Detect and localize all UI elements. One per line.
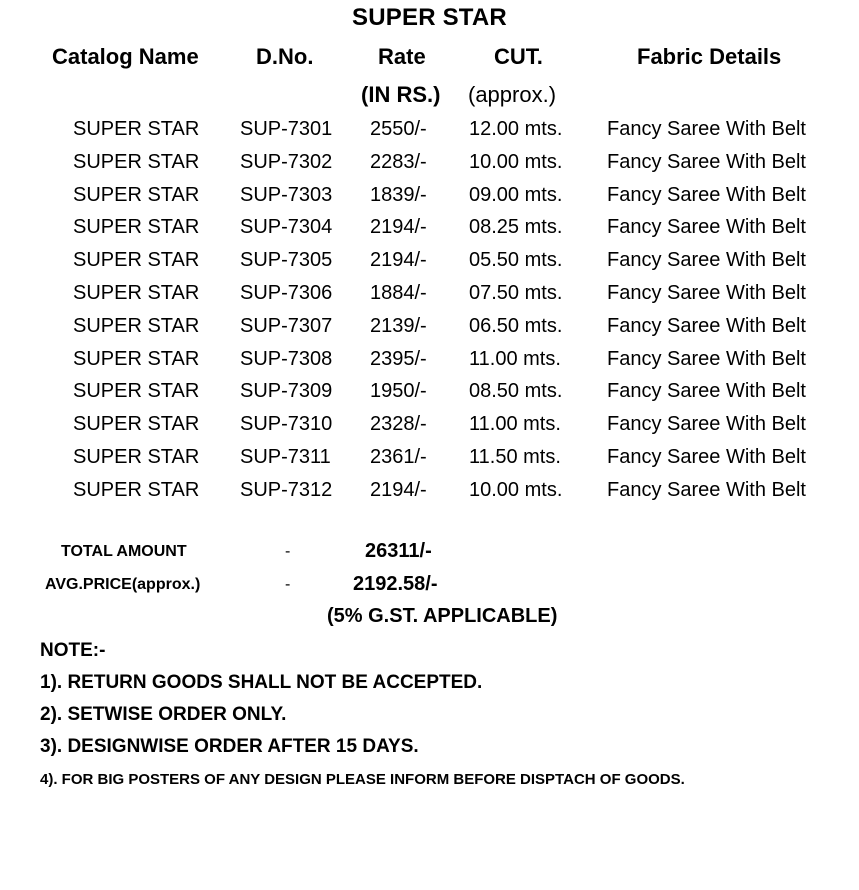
cell-catalog-name: SUPER STAR: [73, 249, 200, 272]
cell-rate: 2283/-: [370, 150, 427, 173]
cell-catalog-name: SUPER STAR: [73, 281, 200, 304]
cell-cut: 09.00 mts.: [469, 183, 563, 206]
cell-design-number: SUP-7309: [240, 380, 333, 403]
cell-catalog-name: SUPER STAR: [73, 413, 200, 436]
cell-fabric-details: Fancy Saree With Belt: [607, 118, 806, 140]
cell-catalog-name: SUPER STAR: [73, 347, 200, 370]
cell-cut: 05.50 mts.: [469, 249, 563, 272]
cell-design-number: SUP-7312: [240, 478, 333, 501]
cell-fabric-details: Fancy Saree With Belt: [607, 347, 806, 370]
table-row: [0, 180, 859, 213]
cell-rate: 1839/-: [370, 183, 427, 206]
cell-cut: 12.00 mts.: [469, 118, 563, 140]
header-fabric-details: Fabric Details: [637, 44, 782, 69]
cell-fabric-details: Fancy Saree With Belt: [607, 281, 806, 304]
cell-fabric-details: Fancy Saree With Belt: [607, 380, 806, 403]
cell-rate: 2550/-: [370, 118, 427, 140]
cell-fabric-details: Fancy Saree With Belt: [607, 445, 806, 468]
cell-cut: 11.00 mts.: [469, 413, 561, 436]
cell-fabric-details: Fancy Saree With Belt: [607, 150, 806, 173]
cell-design-number: SUP-7308: [240, 347, 333, 370]
note-item-1: 1). RETURN GOODS SHALL NOT BE ACCEPTED.: [40, 672, 483, 693]
cell-rate: 2194/-: [370, 249, 427, 272]
note-item-4: 4). FOR BIG POSTERS OF ANY DESIGN PLEASE INFORM BEFORE DISPTACH OF GOODS.: [40, 771, 685, 788]
table-row: [0, 114, 859, 147]
cell-rate: 2194/-: [370, 478, 427, 501]
cell-cut: 07.50 mts.: [469, 281, 563, 304]
table-row: [0, 344, 859, 377]
cell-catalog-name: SUPER STAR: [73, 380, 200, 403]
cell-design-number: SUP-7301: [240, 118, 333, 140]
cell-rate: 1950/-: [370, 380, 427, 403]
total-amount-value: 26311/-: [365, 540, 432, 562]
cell-rate: 2361/-: [370, 445, 427, 468]
cell-cut: 08.25 mts.: [469, 216, 563, 239]
catalog-table: [0, 114, 859, 508]
cell-rate: 2194/-: [370, 216, 427, 239]
cell-fabric-details: Fancy Saree With Belt: [607, 183, 806, 206]
header-cut-note: (approx.): [468, 82, 557, 107]
header-rate: Rate: [378, 44, 426, 69]
table-row: [0, 442, 859, 475]
table-row: [0, 311, 859, 344]
cell-design-number: SUP-7311: [240, 445, 331, 468]
note-item-2: 2). SETWISE ORDER ONLY.: [40, 704, 287, 725]
header-dno: D.No.: [256, 44, 314, 69]
table-row: [0, 475, 859, 508]
note-heading: NOTE:-: [40, 640, 106, 661]
cell-design-number: SUP-7310: [240, 413, 333, 436]
cell-fabric-details: Fancy Saree With Belt: [607, 249, 806, 272]
cell-rate: 1884/-: [370, 281, 427, 304]
total-amount-label: TOTAL AMOUNT: [61, 543, 187, 560]
header-rate-unit: (IN RS.): [361, 82, 441, 107]
cell-cut: 08.50 mts.: [469, 380, 563, 403]
cell-cut: 11.50 mts.: [469, 445, 561, 468]
avg-price-label: AVG.PRICE(approx.): [45, 576, 201, 593]
cell-catalog-name: SUPER STAR: [73, 118, 200, 140]
cell-rate: 2395/-: [370, 347, 427, 370]
table-row: [0, 278, 859, 311]
avg-price-value: 2192.58/-: [353, 573, 438, 595]
cell-cut: 10.00 mts.: [469, 150, 563, 173]
cell-design-number: SUP-7305: [240, 249, 333, 272]
cell-design-number: SUP-7302: [240, 150, 333, 173]
cell-fabric-details: Fancy Saree With Belt: [607, 413, 806, 436]
cell-design-number: SUP-7307: [240, 314, 333, 337]
note-item-3: 3). DESIGNWISE ORDER AFTER 15 DAYS.: [40, 736, 419, 757]
table-row: [0, 212, 859, 245]
header-catalog-name: Catalog Name: [52, 44, 199, 69]
cell-catalog-name: SUPER STAR: [73, 445, 200, 468]
cell-catalog-name: SUPER STAR: [73, 150, 200, 173]
cell-catalog-name: SUPER STAR: [73, 478, 200, 501]
cell-fabric-details: Fancy Saree With Belt: [607, 216, 806, 239]
table-row: [0, 147, 859, 180]
cell-catalog-name: SUPER STAR: [73, 183, 200, 206]
cell-design-number: SUP-7306: [240, 281, 333, 304]
cell-design-number: SUP-7304: [240, 216, 333, 239]
cell-catalog-name: SUPER STAR: [73, 314, 200, 337]
cell-rate: 2139/-: [370, 314, 427, 337]
cell-design-number: SUP-7303: [240, 183, 333, 206]
table-row: [0, 409, 859, 442]
cell-cut: 10.00 mts.: [469, 478, 563, 501]
table-row: [0, 376, 859, 409]
cell-catalog-name: SUPER STAR: [73, 216, 200, 239]
cell-rate: 2328/-: [370, 413, 427, 436]
avg-price-dash: -: [285, 576, 291, 593]
cell-fabric-details: Fancy Saree With Belt: [607, 478, 806, 501]
table-row: [0, 245, 859, 278]
total-amount-dash: -: [285, 543, 291, 560]
cell-cut: 06.50 mts.: [469, 314, 563, 337]
gst-note: (5% G.ST. APPLICABLE): [327, 605, 558, 627]
cell-cut: 11.00 mts.: [469, 347, 561, 370]
document-title: SUPER STAR: [352, 4, 507, 31]
header-cut: CUT.: [494, 44, 543, 69]
cell-fabric-details: Fancy Saree With Belt: [607, 314, 806, 337]
